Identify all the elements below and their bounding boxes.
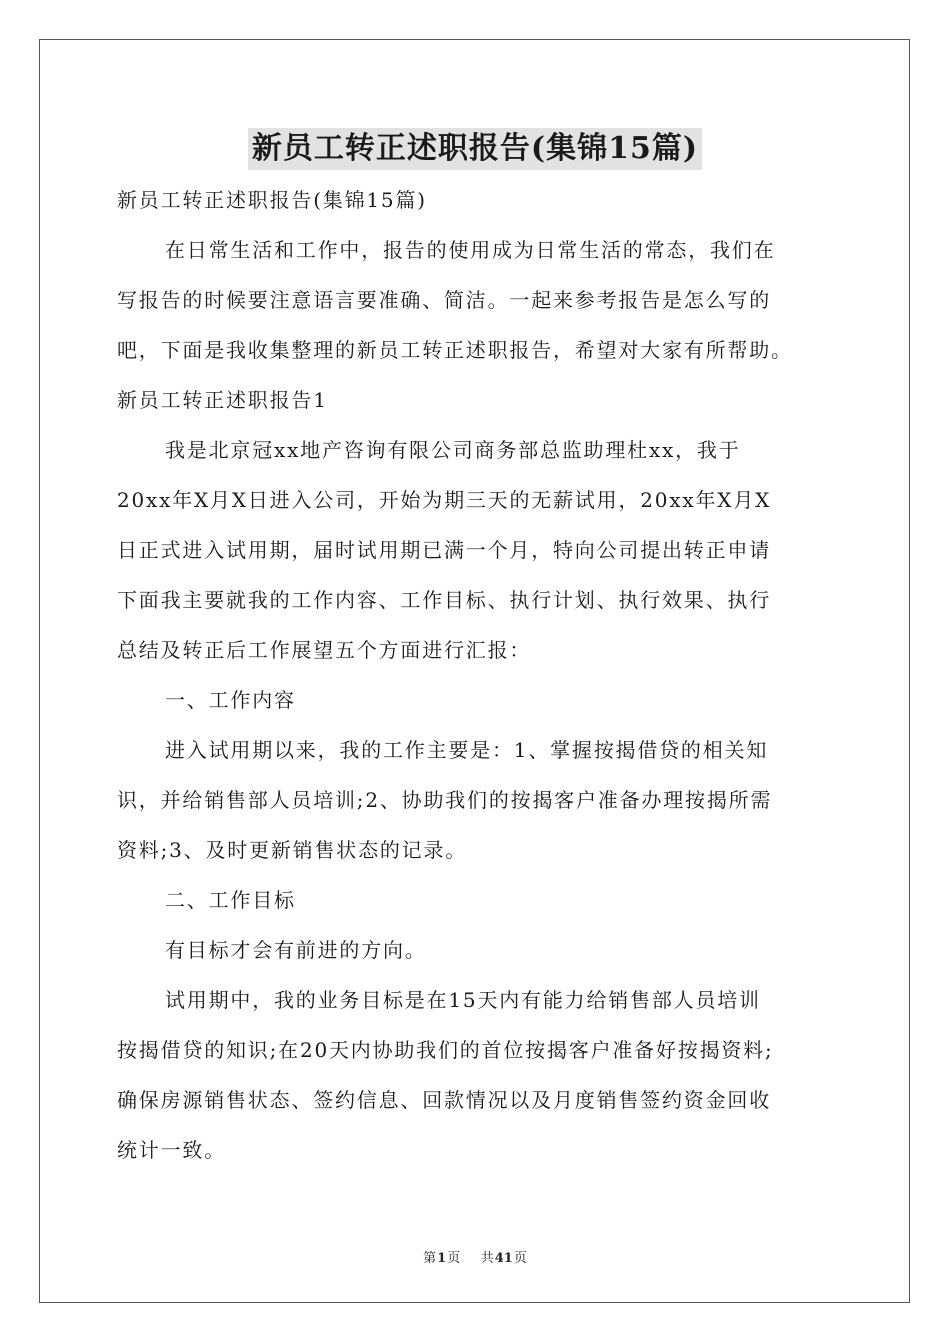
text-line: 我是北京冠xx地产咨询有限公司商务部总监助理杜xx，我于 (165, 438, 741, 462)
page-footer (0, 1247, 950, 1266)
text-line: 一、工作内容 (165, 688, 296, 712)
document-body (117, 178, 842, 1178)
text-line: 新员工转正述职报告(集锦15篇) (117, 188, 427, 212)
text-line: 试用期中，我的业务目标是在15天内有能力给销售部人员培训 (165, 988, 761, 1012)
title-wrap (0, 128, 950, 170)
text-line: 新员工转正述职报告1 (117, 388, 328, 412)
text-line: 识，并给销售部人员培训;2、协助我们的按揭客户准备办理按揭所需 (117, 788, 773, 812)
text-line: 总结及转正后工作展望五个方面进行汇报： (117, 638, 532, 662)
total-pages-indicator: 共41页 (480, 1251, 527, 1266)
text-line: 确保房源销售状态、签约信息、回款情况以及月度销售签约资金回收 (117, 1088, 771, 1112)
text-line: 资料;3、及时更新销售状态的记录。 (117, 838, 468, 862)
text-line: 在日常生活和工作中，报告的使用成为日常生活的常态，我们在 (165, 238, 776, 262)
text-line: 吧，下面是我收集整理的新员工转正述职报告，希望对大家有所帮助。 (117, 338, 793, 362)
text-line: 20xx年X月X日进入公司，开始为期三天的无薪试用，20xx年X月X (117, 488, 772, 512)
page-indicator: 第1页 (423, 1251, 461, 1266)
text-line: 统计一致。 (117, 1138, 226, 1162)
document-title: 新员工转正述职报告(集锦15篇) (248, 128, 702, 170)
text-line: 按揭借贷的知识;在20天内协助我们的首位按揭客户准备好按揭资料; (117, 1038, 774, 1062)
text-line: 进入试用期以来，我的工作主要是：1、掌握按揭借贷的相关知 (165, 738, 769, 762)
text-line: 二、工作目标 (165, 888, 296, 912)
text-line: 下面我主要就我的工作内容、工作目标、执行计划、执行效果、执行 (117, 588, 771, 612)
text-line: 有目标才会有前进的方向。 (165, 938, 427, 962)
text-line: 日正式进入试用期，届时试用期已满一个月，特向公司提出转正申请 (117, 538, 771, 562)
text-line: 写报告的时候要注意语言要准确、简洁。一起来参考报告是怎么写的 (117, 288, 771, 312)
